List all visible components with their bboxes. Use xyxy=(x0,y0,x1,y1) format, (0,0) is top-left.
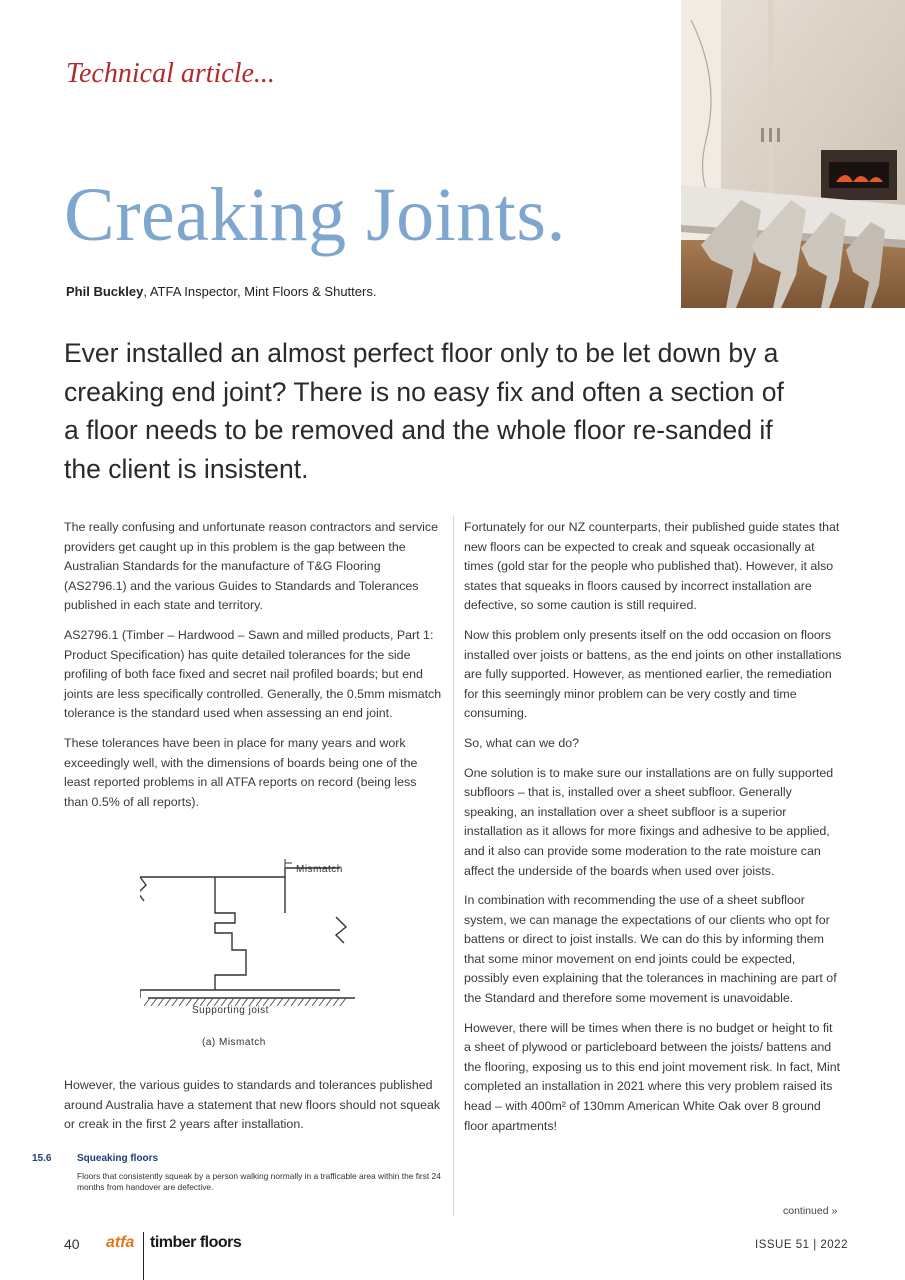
article-title: Creaking Joints. xyxy=(64,173,566,257)
diagram-caption: (a) Mismatch xyxy=(202,1037,266,1048)
article-kicker: Technical article... xyxy=(66,58,275,89)
author-role: , ATFA Inspector, Mint Floors & Shutters. xyxy=(143,284,377,299)
mismatch-diagram-svg xyxy=(140,855,370,1055)
logo-divider xyxy=(143,1232,144,1280)
left-paragraph-2: AS2796.1 (Timber – Hardwood – Sawn and milled products, Part 1: Product Specification) has quite detailed tolerances for the side profiling of both face fixed and secret nail profiled boards; but end joints are less specifically controlled. Generally, the 0.5mm mismatch tolerance is the standard used when assessing an end joint. xyxy=(64,627,442,721)
column-divider xyxy=(453,516,454,1216)
right-paragraph-4: One solution is to make sure our installations are on fully supported subfloors – that is, installed over a sheet subfloor. Generally speaking, an installation over a sheet subfloor is a superior installation as it allows for more fixings and adhesive to be applied, and it also can provide some moderation to the rate moisture can affect the underside of the boards when used over joists. xyxy=(464,765,834,878)
right-paragraph-1: Fortunately for our NZ counterparts, their published guide states that new floors can be expected to creak and squeak occasionally at times (gold star for the people who published that). However, it also states that squeaks in floors caused by incorrect installation are defective, so some caution is still required. xyxy=(464,520,840,613)
excerpt-number: 15.6 xyxy=(32,1153,52,1164)
joint-profile xyxy=(215,877,246,990)
continued-link[interactable]: continued » xyxy=(783,1205,838,1217)
right-paragraph-5: In combination with recommending the use of a sheet subfloor system, we can manage the expectations of our clients who opt for battens or direct to joist installs. We can do this by informing them that some minor movement on end joints could be expected, possibly even explaining that the tolerances in machining are part of the Standard and therefore some movement is unavoidable. xyxy=(464,893,837,1006)
intro-standfirst: Ever installed an almost perfect floor only to be let down by a creaking end joint? There is no easy fix and often a section of a floor needs to be removed and the whole floor re-sanded if the client is insistent. xyxy=(64,338,784,484)
right-paragraph-2: Now this problem only presents itself on the odd occasion on floors installed over joists or battens, as the end joints on other installations are fully supported. However, as mentioned earlier, the remediation for this seemingly minor problem can be very costly and time consuming. xyxy=(464,627,842,721)
left-paragraph-3: These tolerances have been in place for many years and work exceedingly well, with the dimensions of boards being one of the least reported problems in all ATFA reports on record (being less than 0.5% of all reports). xyxy=(64,735,418,809)
mismatch-diagram xyxy=(140,855,370,1055)
issue-label: ISSUE 51 | 2022 xyxy=(755,1239,848,1251)
right-paragraph-6: However, there will be times when there is no budget or height to fit a sheet of plywood or particleboard between the joists/ battens and the flooring, exposing us to this end joint movement risk. In fact, Mint completed an installation in 2021 where this very problem raised its head – with 400m² of 130mm American White Oak over 8 ground floor apartments! xyxy=(464,1020,841,1133)
page-number: 40 xyxy=(64,1236,80,1252)
left-paragraph-1: The really confusing and unfortunate reason contractors and service providers get caught up in this problem is the gap between the Australian Standards for the manufacture of T&G Flooring (AS2796.1) and the various Guides to Standards and Tolerances published in each state and territory. xyxy=(64,520,439,613)
atfa-logo: atfa xyxy=(106,1234,135,1251)
right-paragraph-3: So, what can we do? xyxy=(464,735,580,750)
excerpt-text: Floors that consistently squeak by a person walking normally in a trafficable area within the first 24 months from handover are defective. xyxy=(77,1171,441,1192)
byline xyxy=(66,284,376,299)
right-column xyxy=(464,518,842,1146)
left-paragraph-4: However, the various guides to standards and tolerances published around Australia have a statement that new floors should not squeak or creak in the first 2 years after installation. xyxy=(64,1078,441,1132)
interior-photo-illustration xyxy=(681,0,905,308)
timber-floors-logo: timber floors xyxy=(150,1234,242,1251)
hero-photo xyxy=(681,0,905,308)
author-name: Phil Buckley xyxy=(66,284,144,299)
excerpt-title: Squeaking floors xyxy=(77,1153,159,1164)
left-column xyxy=(64,518,442,822)
mismatch-label: Mismatch xyxy=(296,864,343,875)
joist-label: Supporting joist xyxy=(192,1005,269,1016)
